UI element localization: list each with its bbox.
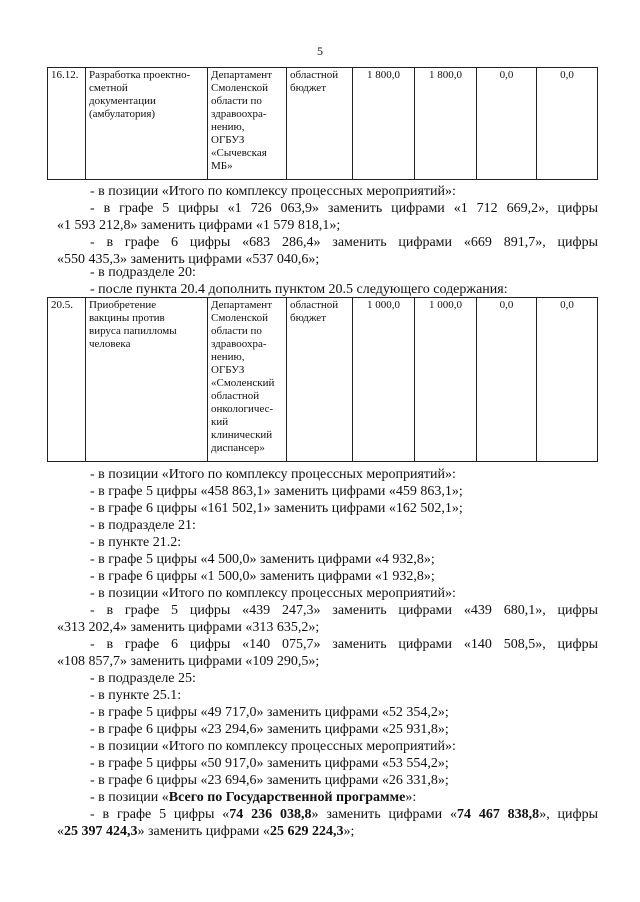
text-line: - в позиции «Всего по Государственной программе»: bbox=[90, 790, 417, 805]
funding-source: областной бюджет bbox=[287, 68, 353, 180]
measure-name: Разработка проектно- сметной документации (амбулатория) bbox=[86, 68, 208, 180]
item-number: 16.12. bbox=[48, 68, 86, 180]
text-line: - в графе 6 цифры «140 075,7» заменить цифрами «140 508,5», цифры bbox=[90, 637, 598, 652]
text-line: - в подразделе 20: bbox=[90, 265, 196, 280]
text-line: - в позиции «Итого по комплексу процессных мероприятий»: bbox=[90, 739, 456, 754]
text-line: «1 593 212,8» заменить цифрами «1 579 818,1»; bbox=[57, 218, 341, 233]
text-line: - в подразделе 21: bbox=[90, 518, 196, 533]
year2-amount: 0,0 bbox=[477, 298, 537, 462]
text-line: - в позиции «Итого по комплексу процессных мероприятий»: bbox=[90, 467, 456, 482]
table-row bbox=[48, 68, 598, 180]
text-line: - в графе 6 цифры «683 286,4» заменить цифрами «669 891,7», цифры bbox=[90, 235, 598, 250]
text-line: - в графе 5 цифры «1 726 063,9» заменить цифрами «1 712 669,2», цифры bbox=[90, 201, 598, 216]
text-line: - в графе 6 цифры «23 294,6» заменить цифрами «25 931,8»; bbox=[90, 722, 449, 737]
text-line: - в пункте 21.2: bbox=[90, 535, 182, 550]
text-line: - в графе 6 цифры «1 500,0» заменить цифрами «1 932,8»; bbox=[90, 569, 435, 584]
year3-amount: 0,0 bbox=[537, 298, 598, 462]
text-line: - в графе 5 цифры «50 917,0» заменить цифрами «53 554,2»; bbox=[90, 756, 449, 771]
text-line: - в подразделе 25: bbox=[90, 671, 196, 686]
text-line: - в графе 5 цифры «4 500,0» заменить цифрами «4 932,8»; bbox=[90, 552, 435, 567]
text-line: - в графе 6 цифры «23 694,6» заменить цифрами «26 331,8»; bbox=[90, 773, 449, 788]
text-line: - в графе 6 цифры «161 502,1» заменить цифрами «162 502,1»; bbox=[90, 501, 463, 516]
year1-amount: 1 800,0 bbox=[415, 68, 477, 180]
table-row bbox=[48, 298, 598, 462]
text-line: - в графе 5 цифры «458 863,1» заменить цифрами «459 863,1»; bbox=[90, 484, 463, 499]
text-line: «313 202,4» заменить цифрами «313 635,2»; bbox=[57, 620, 320, 635]
page-number: 5 bbox=[317, 44, 323, 58]
year1-amount: 1 000,0 bbox=[415, 298, 477, 462]
text-line: - в позиции «Итого по комплексу процессных мероприятий»: bbox=[90, 184, 456, 199]
text-line: - после пункта 20.4 дополнить пунктом 20.5 следующего содержания: bbox=[90, 282, 508, 297]
year2-amount: 0,0 bbox=[477, 68, 537, 180]
year3-amount: 0,0 bbox=[537, 68, 598, 180]
total-amount: 1 000,0 bbox=[353, 298, 415, 462]
text-line: - в графе 5 цифры «439 247,3» заменить цифрами «439 680,1», цифры bbox=[90, 603, 598, 618]
text-line: - в графе 5 цифры «74 236 038,8» заменить цифрами «74 467 838,8», цифры bbox=[90, 807, 599, 822]
text-line: «25 397 424,3» заменить цифрами «25 629 224,3»; bbox=[57, 824, 355, 839]
total-amount: 1 800,0 bbox=[353, 68, 415, 180]
measure-name: Приобретение вакцины против вируса папилломы человека bbox=[86, 298, 208, 462]
item-number: 20.5. bbox=[48, 298, 86, 462]
funding-source: областной бюджет bbox=[287, 298, 353, 462]
executor: Департамент Смоленской области по здравоохра- нению, ОГБУЗ «Сычевская МБ» bbox=[208, 68, 287, 180]
measure-table-16-12 bbox=[47, 67, 598, 180]
text-line: - в позиции «Итого по комплексу процессных мероприятий»: bbox=[90, 586, 456, 601]
measure-table-20-5 bbox=[47, 297, 598, 462]
text-line: «550 435,3» заменить цифрами «537 040,6»; bbox=[57, 252, 320, 267]
text-line: - в пункте 25.1: bbox=[90, 688, 182, 703]
text-line: «108 857,7» заменить цифрами «109 290,5»; bbox=[57, 654, 320, 669]
text-line: - в графе 5 цифры «49 717,0» заменить цифрами «52 354,2»; bbox=[90, 705, 449, 720]
executor: Департамент Смоленской области по здравоохра- нению, ОГБУЗ «Смоленский областной онкологичес- кий клинический диспансер» bbox=[208, 298, 287, 462]
